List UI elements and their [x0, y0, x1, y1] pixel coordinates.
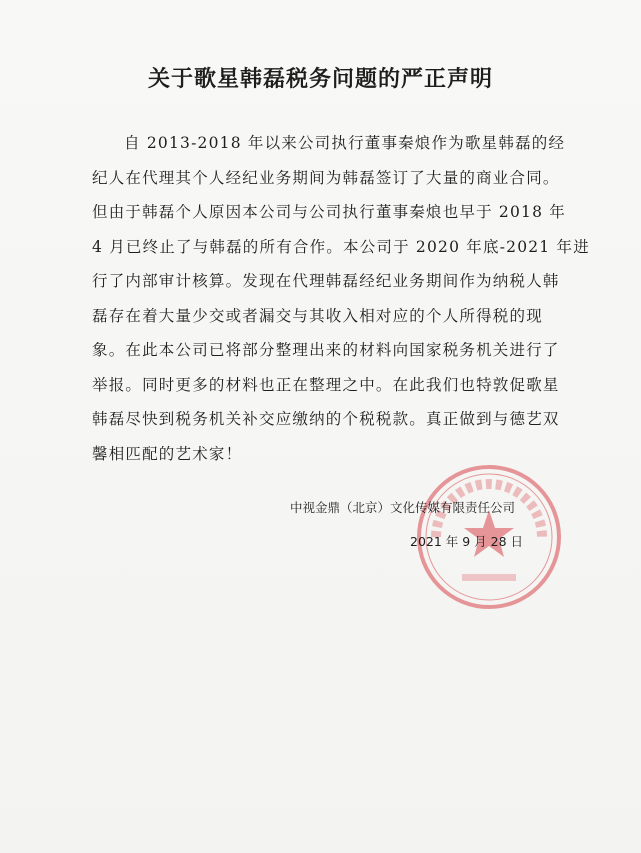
signature-company: 中视金鼎（北京）文化传媒有限责任公司 — [290, 500, 516, 515]
body-line-6: 磊存在着大量少交或者漏交与其收入相对应的个人所得税的现 — [92, 306, 543, 325]
body-line-8: 举报。同时更多的材料也正在整理之中。在此我们也特敦促歌星 — [92, 375, 560, 394]
body-line-5: 行了内部审计核算。发现在代理韩磊经纪业务期间作为纳税人韩 — [92, 272, 560, 290]
document-title: 关于歌星韩磊税务问题的严正声明 — [147, 67, 493, 92]
body-line-4: 4 月已终止了与韩磊的所有合作。本公司于 2020 年底-2021 年进 — [92, 237, 590, 256]
body-line-1: 自 2013-2018 年以来公司执行董事秦烺作为歌星韩磊的经 — [124, 134, 566, 152]
body-line-7: 象。在此本公司已将部分整理出来的材料向国家税务机关进行了 — [92, 341, 560, 359]
body-line-2: 纪人在代理其个人经纪业务期间为韩磊签订了大量的商业合同。 — [92, 168, 560, 187]
body-line-9: 韩磊尽快到税务机关补交应缴纳的个税税款。真正做到与德艺双 — [92, 410, 560, 428]
signature-date: 2021 年 9 月 28 日 — [410, 534, 524, 549]
statement-body — [92, 126, 590, 471]
body-line-3: 但由于韩磊个人原因本公司与公司执行董事秦烺也早于 2018 年 — [92, 203, 567, 221]
body-line-10: 馨相匹配的艺术家！ — [92, 444, 243, 463]
seal-code-band — [462, 574, 516, 581]
